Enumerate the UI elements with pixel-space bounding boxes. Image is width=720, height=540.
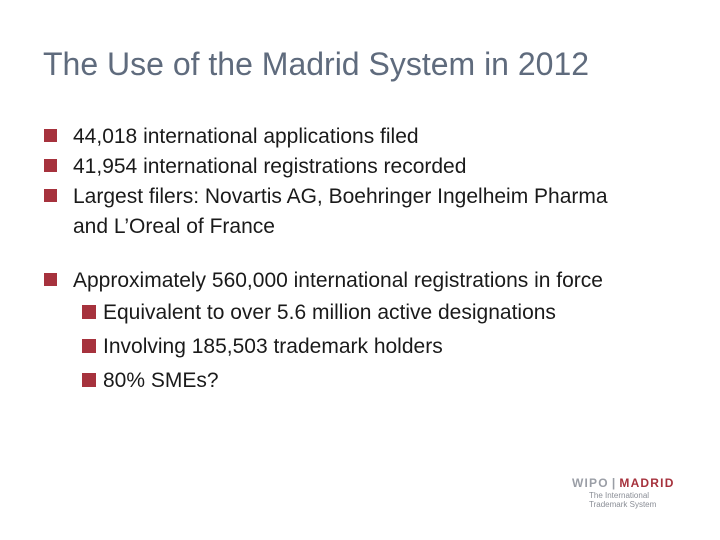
bullet-applications-filed (44, 122, 704, 152)
sub-bullet-designations (44, 296, 704, 330)
logo-subtitle (589, 491, 656, 509)
logo-wordmark (572, 476, 692, 490)
square-bullet-icon (82, 339, 96, 353)
square-bullet-icon (44, 129, 57, 142)
slide-title: The Use of the Madrid System in 2012 (43, 46, 590, 82)
square-bullet-icon (44, 159, 57, 172)
wipo-madrid-logo (572, 476, 692, 509)
bullet-text: Approximately 560,000 international registrations in force (73, 269, 603, 292)
square-bullet-icon (44, 189, 57, 202)
sub-bullet-holders (44, 330, 704, 364)
bullet-text: 41,954 international registrations recorded (73, 155, 467, 178)
bullet-registrations-recorded (44, 152, 704, 182)
logo-subtitle-line1: The International (589, 491, 650, 500)
logo-separator: | (611, 476, 617, 490)
square-bullet-icon (82, 373, 96, 387)
square-bullet-icon (82, 305, 96, 319)
sub-bullet-text: Equivalent to over 5.6 million active designations (103, 301, 556, 324)
logo-wipo-text: WIPO (572, 476, 609, 490)
bullet-registrations-in-force (44, 266, 704, 296)
bullet-text: Largest filers: Novartis AG, Boehringer Ingelheim Pharma and L’Oreal of France (73, 185, 608, 238)
spacer (44, 242, 704, 266)
bullet-list (44, 122, 704, 398)
sub-bullet-text: Involving 185,503 trademark holders (103, 335, 443, 358)
bullet-largest-filers (44, 182, 633, 242)
sub-bullet-text: 80% SMEs? (103, 369, 219, 392)
sub-bullet-smes (44, 364, 704, 398)
logo-subtitle-line2: Trademark System (589, 500, 657, 509)
square-bullet-icon (44, 273, 57, 286)
bullet-text: 44,018 international applications filed (73, 125, 419, 148)
logo-madrid-text: MADRID (619, 476, 675, 490)
